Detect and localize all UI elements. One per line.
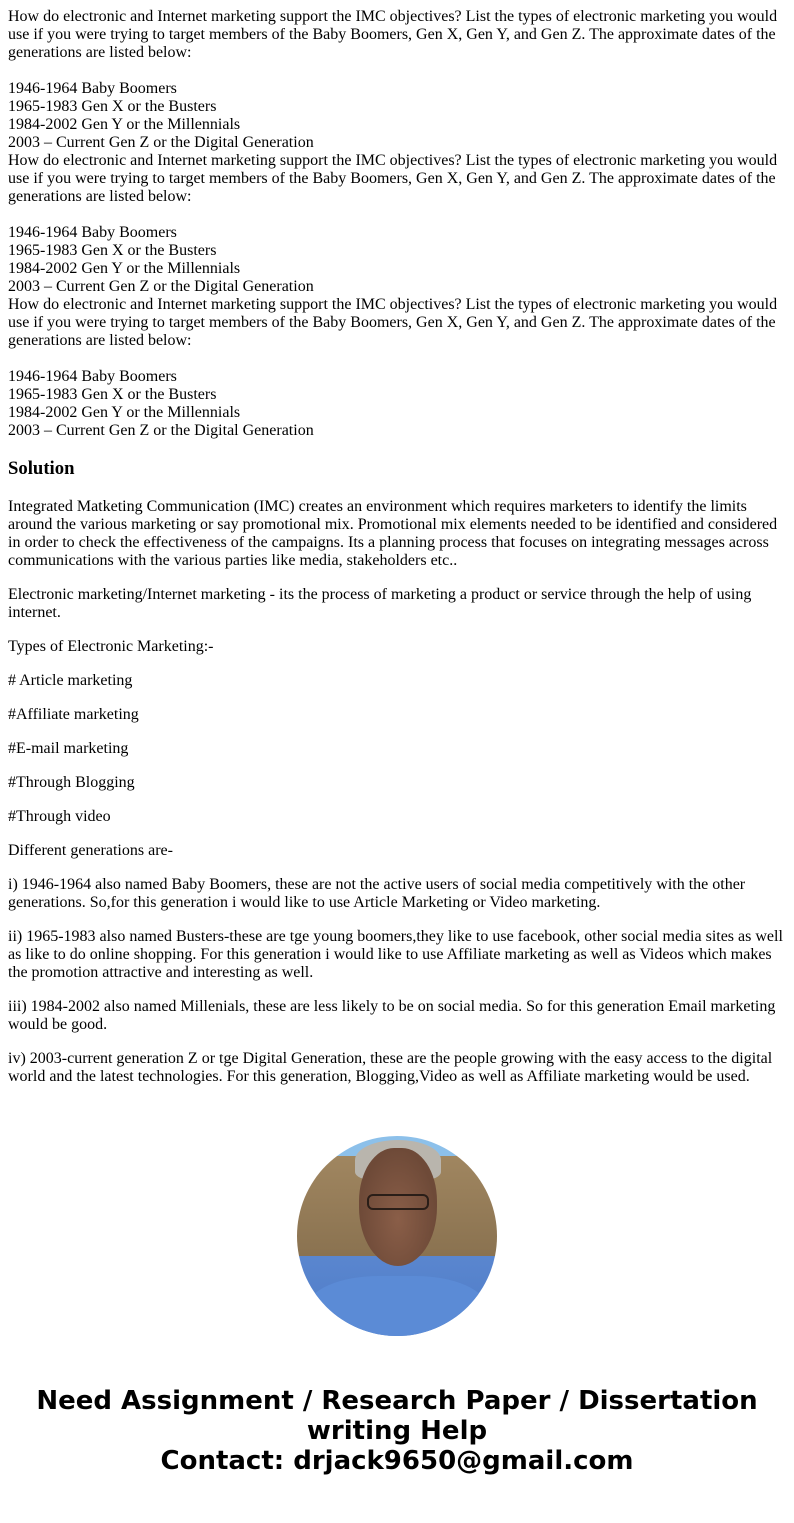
- generation-line: 1965-1983 Gen X or the Busters: [8, 98, 217, 115]
- solution-paragraph: #Through video: [8, 808, 111, 825]
- solution-paragraph: ii) 1965-1983 also named Busters-these are tge young boomers,they like to use facebook, other social media sites as well as like to do online shopping. For this generation i would like to use Affiliate marketing as well as Videos which makes the promotion attractive and interesting as well.: [8, 928, 783, 981]
- generation-line: 1984-2002 Gen Y or the Millennials: [8, 116, 241, 133]
- solution-paragraph: Types of Electronic Marketing:-: [8, 638, 214, 655]
- solution-paragraph: i) 1946-1964 also named Baby Boomers, these are not the active users of social media competitively with the other generations. So,for this generation i would like to use Article Marketing or Video marketing.: [8, 876, 746, 911]
- question-text: How do electronic and Internet marketing support the IMC objectives? List the types of electronic marketing you would use if you were trying to target members of the Baby Boomers, Gen X, Gen Y, and Gen Z. The approximate dates of the generations are listed below:: [8, 152, 778, 205]
- solution-paragraph: Integrated Matketing Communication (IMC) creates an environment which requires marketers to identify the limits around the various marketing or say promotional mix. Promotional mix elements needed to be identified and considered in order to check the effectiveness of the campaigns. Its a planning process that focuses on integrating messages across communications with the various parties like media, stakeholders etc..: [8, 498, 778, 569]
- help-text: Need Assignment / Research Paper / Dissertation writing Help: [36, 1386, 758, 1446]
- solution-heading: Solution: [8, 458, 75, 479]
- generation-line: 1946-1964 Baby Boomers: [8, 224, 177, 241]
- generation-line: 1965-1983 Gen X or the Busters: [8, 242, 217, 259]
- question-text: How do electronic and Internet marketing support the IMC objectives? List the types of electronic marketing you would use if you were trying to target members of the Baby Boomers, Gen X, Gen Y, and Gen Z. The approximate dates of the generations are listed below:: [8, 8, 778, 61]
- generation-line: 1946-1964 Baby Boomers: [8, 80, 177, 97]
- solution-paragraph: Electronic marketing/Internet marketing - its the process of marketing a product or service through the help of using internet.: [8, 586, 752, 621]
- question-section: [8, 8, 786, 440]
- generation-line: 1984-2002 Gen Y or the Millennials: [8, 404, 241, 421]
- question-block: [8, 8, 786, 152]
- generation-line: 2003 – Current Gen Z or the Digital Generation: [8, 278, 314, 295]
- solution-paragraph: iii) 1984-2002 also named Millenials, these are less likely to be on social media. So for this generation Email marketing would be good.: [8, 998, 776, 1033]
- generation-line: 2003 – Current Gen Z or the Digital Generation: [8, 134, 314, 151]
- solution-paragraph: #Through Blogging: [8, 774, 135, 791]
- question-block: [8, 296, 786, 440]
- generation-line: 2003 – Current Gen Z or the Digital Generation: [8, 422, 314, 439]
- author-photo: [297, 1136, 497, 1336]
- solution-paragraph: #E-mail marketing: [8, 740, 129, 757]
- solution-body: [8, 498, 786, 1086]
- solution-paragraph: iv) 2003-current generation Z or tge Digital Generation, these are the people growing with the easy access to the digital world and the latest technologies. For this generation, Blogging,Video as well as Affiliate marketing would be used.: [8, 1050, 773, 1085]
- solution-paragraph: # Article marketing: [8, 672, 133, 689]
- contact-email: Contact: drjack9650@gmail.com: [160, 1446, 634, 1476]
- contact-banner: [8, 1386, 786, 1476]
- generation-line: 1965-1983 Gen X or the Busters: [8, 386, 217, 403]
- solution-paragraph: Different generations are-: [8, 842, 173, 859]
- generation-line: 1946-1964 Baby Boomers: [8, 368, 177, 385]
- question-text: How do electronic and Internet marketing support the IMC objectives? List the types of electronic marketing you would use if you were trying to target members of the Baby Boomers, Gen X, Gen Y, and Gen Z. The approximate dates of the generations are listed below:: [8, 296, 778, 349]
- question-block: [8, 152, 786, 296]
- generation-line: 1984-2002 Gen Y or the Millennials: [8, 260, 241, 277]
- solution-paragraph: #Affiliate marketing: [8, 706, 139, 723]
